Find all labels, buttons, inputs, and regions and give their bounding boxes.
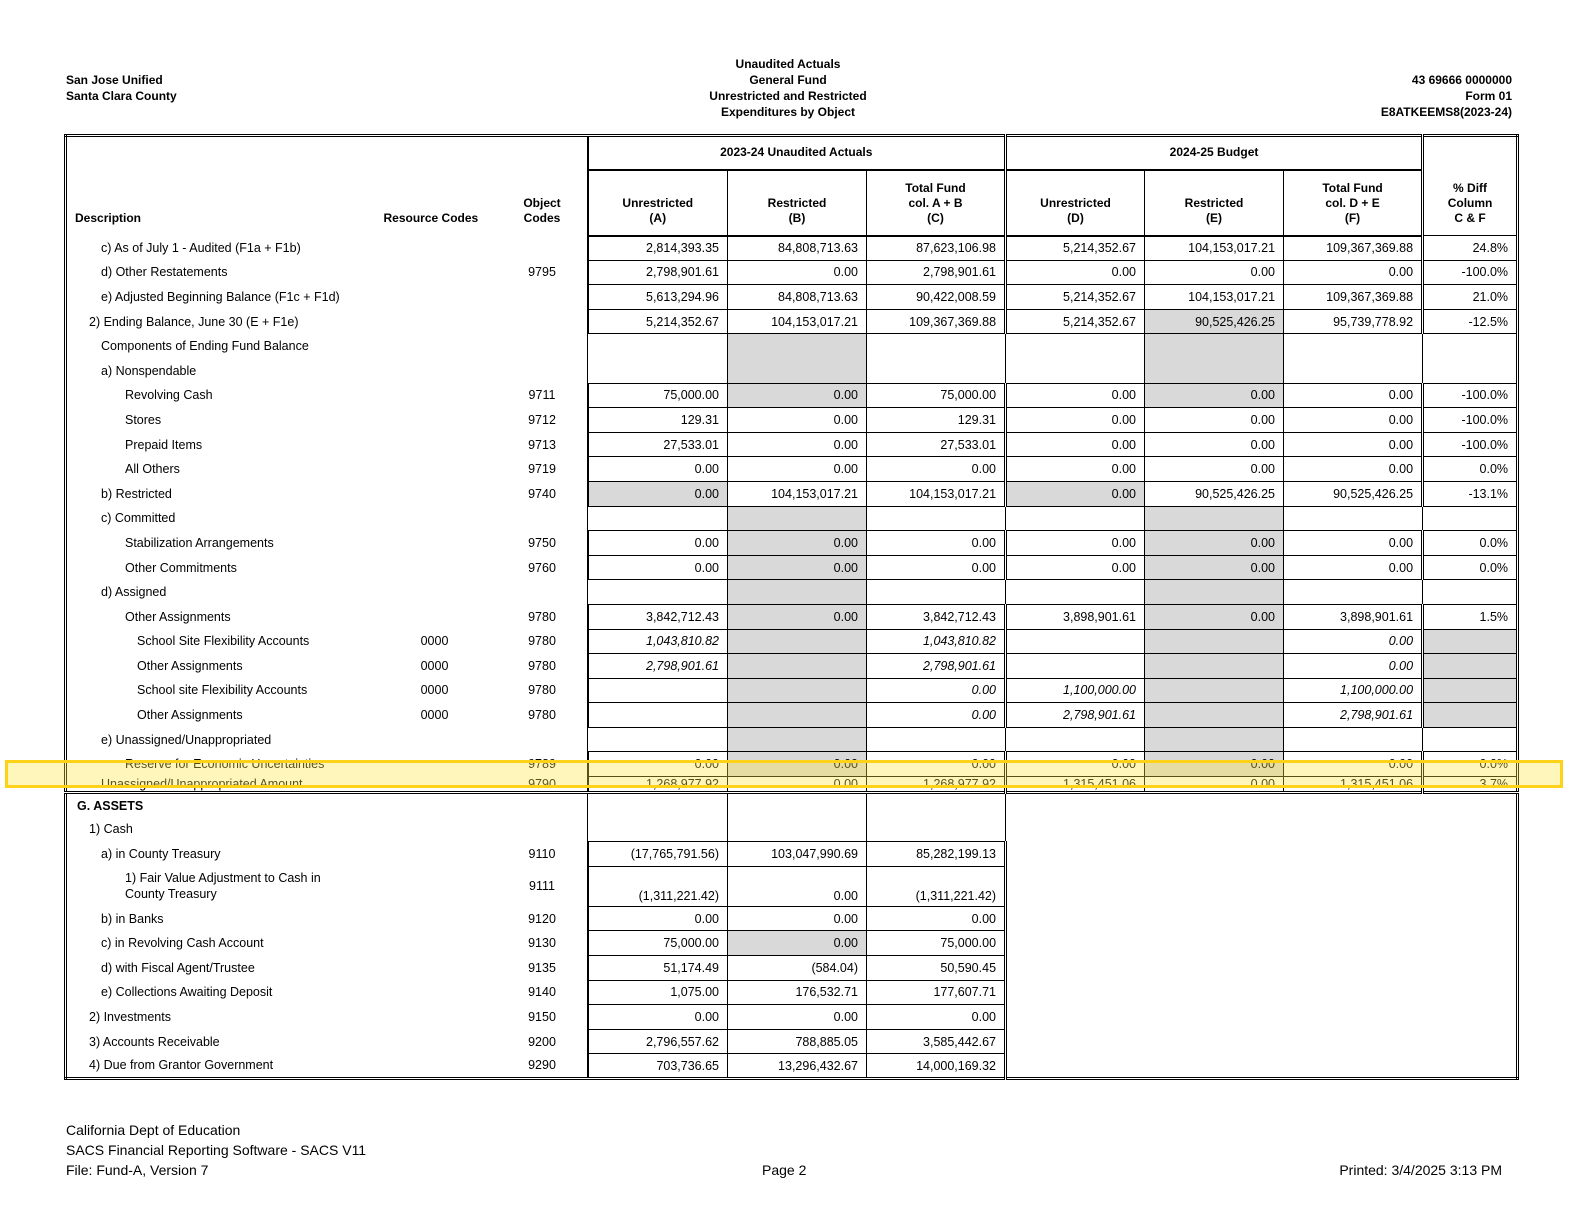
cell-f: 2,798,901.61: [1284, 703, 1423, 728]
header-resource-codes: Resource Codes: [383, 210, 479, 225]
row-description: a) Nonspendable: [101, 363, 197, 378]
table-row: [66, 1029, 1518, 1054]
row-resource-code: [372, 408, 498, 433]
cell-b: 788,885.05: [728, 1029, 867, 1054]
row-description: Stabilization Arrangements: [125, 535, 274, 550]
row-description: Other Assignments: [125, 609, 231, 624]
cell-c: 27,533.01: [867, 432, 1006, 457]
cell-e: [1145, 629, 1284, 654]
cell-a: 51,174.49: [588, 956, 728, 981]
cell-d: 2,798,901.61: [1006, 703, 1145, 728]
cell-a: 5,613,294.96: [588, 285, 728, 310]
cell-pct: 0.0%: [1423, 752, 1518, 777]
cell-b: 0.00: [728, 408, 867, 433]
cell-b: [728, 703, 867, 728]
cell-e: 0.00: [1145, 604, 1284, 629]
cell-c: 1,043,810.82: [867, 629, 1006, 654]
cell-b: 0.00: [728, 260, 867, 285]
cell-f: 3,898,901.61: [1284, 604, 1423, 629]
page-number: Page 2: [762, 1162, 807, 1178]
row-description: 1) Cash: [89, 822, 133, 837]
row-object-code: 9790: [528, 776, 556, 791]
row-resource-code: [372, 555, 498, 580]
cell-c: 0.00: [867, 752, 1006, 777]
table-row: [66, 727, 1518, 752]
row-object-code: 9110: [528, 847, 556, 862]
row-description: Unassigned/Unappropriated Amount: [101, 776, 303, 791]
cell-f: 0.00: [1284, 408, 1423, 433]
table-row: [66, 793, 1518, 818]
header-col-b: Restricted (B): [728, 170, 867, 236]
cell-pct: -100.0%: [1423, 260, 1518, 285]
cell-f: 0.00: [1284, 383, 1423, 408]
cell-b: 104,153,017.21: [728, 481, 867, 506]
cell-b: 176,532.71: [728, 980, 867, 1005]
header-pct-diff: % Diff Column C & F: [1423, 136, 1518, 236]
cell-a: 0.00: [588, 906, 728, 931]
cell-c: 3,842,712.43: [867, 604, 1006, 629]
row-description: 4) Due from Grantor Government: [89, 1058, 274, 1073]
cell-f: 0.00: [1284, 654, 1423, 679]
row-resource-code: 0000: [420, 683, 449, 698]
cell-d: 0.00: [1006, 408, 1145, 433]
row-resource-code: [372, 260, 498, 285]
expenditures-table: [64, 134, 1519, 1080]
cell-pct: 24.8%: [1423, 236, 1518, 261]
cell-pct: 3.7%: [1423, 777, 1518, 793]
cell-c: 2,798,901.61: [867, 654, 1006, 679]
cell-a: [588, 703, 728, 728]
row-description: All Others: [125, 462, 180, 477]
row-description: c) As of July 1 - Audited (F1a + F1b): [101, 240, 301, 255]
cell-c: 75,000.00: [867, 383, 1006, 408]
row-description: School site Flexibility Accounts: [137, 683, 308, 698]
cell-e: [1145, 678, 1284, 703]
cell-a: 703,736.65: [588, 1054, 728, 1079]
cell-b: 13,296,432.67: [728, 1054, 867, 1079]
footer-line: California Dept of Education: [66, 1122, 241, 1138]
cell-a: 0.00: [588, 481, 728, 506]
cell-e: 0.00: [1145, 408, 1284, 433]
cell-e: 104,153,017.21: [1145, 236, 1284, 261]
cell-pct: 1.5%: [1423, 604, 1518, 629]
header-col-d: Unrestricted (D): [1006, 170, 1145, 236]
row-object-code: 9200: [528, 1034, 556, 1049]
table-row: [66, 980, 1518, 1005]
row-object-code: 9780: [528, 708, 556, 723]
cell-c: 177,607.71: [867, 980, 1006, 1005]
cell-a: 0.00: [588, 752, 728, 777]
cell-a: 0.00: [588, 531, 728, 556]
table-row: [66, 457, 1518, 482]
cell-pct: [1423, 629, 1518, 654]
cell-b: 0.00: [728, 531, 867, 556]
row-description: b) Restricted: [101, 486, 172, 501]
table-row: [66, 654, 1518, 679]
table-row: [66, 481, 1518, 506]
row-description: Prepaid Items: [125, 437, 203, 452]
cell-a: 2,798,901.61: [588, 654, 728, 679]
cell-d: 0.00: [1006, 383, 1145, 408]
cell-b: 84,808,713.63: [728, 285, 867, 310]
row-description: Stores: [125, 412, 162, 427]
cell-a: 75,000.00: [588, 931, 728, 956]
header-col-f: Total Fund col. D + E (F): [1284, 170, 1423, 236]
row-object-code: 9711: [528, 388, 556, 403]
table-row: [66, 555, 1518, 580]
row-description: Reserve for Economic Uncertainties: [125, 757, 325, 772]
cell-d: 5,214,352.67: [1006, 236, 1145, 261]
cell-pct: 21.0%: [1423, 285, 1518, 310]
cell-c: 0.00: [867, 906, 1006, 931]
cell-e: 90,525,426.25: [1145, 481, 1284, 506]
cell-e: 0.00: [1145, 457, 1284, 482]
cell-a: 2,796,557.62: [588, 1029, 728, 1054]
table-row: [66, 866, 1518, 906]
row-resource-code: [372, 432, 498, 457]
table-row: [66, 260, 1518, 285]
footer-line: SACS Financial Reporting Software - SACS V11: [66, 1142, 367, 1158]
table-row: [66, 604, 1518, 629]
row-description: e) Unassigned/Unappropriated: [101, 732, 272, 747]
cell-pct: -13.1%: [1423, 481, 1518, 506]
row-description: Components of Ending Fund Balance: [101, 339, 309, 354]
cell-c: 90,422,008.59: [867, 285, 1006, 310]
cell-e: 0.00: [1145, 432, 1284, 457]
cell-b: 0.00: [728, 383, 867, 408]
cell-a: 75,000.00: [588, 383, 728, 408]
row-description: 1) Fair Value Adjustment to Cash in County Treasury: [125, 871, 321, 902]
row-description: Other Assignments: [137, 708, 243, 723]
header-title: [640, 56, 936, 120]
cell-c: 50,590.45: [867, 956, 1006, 981]
cell-d: 0.00: [1006, 555, 1145, 580]
cell-c: 0.00: [867, 1005, 1006, 1030]
cell-d: [1006, 654, 1145, 679]
row-object-code: [498, 309, 588, 334]
form-number: Form 01: [1465, 89, 1512, 103]
table-row: [66, 956, 1518, 981]
group-2024-25: 2024-25 Budget: [1006, 136, 1423, 170]
cell-d: 3,898,901.61: [1006, 604, 1145, 629]
cell-f: 1,315,451.06: [1284, 777, 1423, 793]
cell-b: 0.00: [728, 1005, 867, 1030]
cell-c: 85,282,199.13: [867, 842, 1006, 867]
cell-a: 129.31: [588, 408, 728, 433]
cell-c: 75,000.00: [867, 931, 1006, 956]
cell-c: 3,585,442.67: [867, 1029, 1006, 1054]
row-description: c) in Revolving Cash Account: [101, 936, 264, 951]
cell-f: 0.00: [1284, 629, 1423, 654]
row-description: d) Assigned: [101, 585, 167, 600]
cell-a: 5,214,352.67: [588, 309, 728, 334]
row-description: 2) Investments: [89, 1010, 171, 1025]
cell-e: 90,525,426.25: [1145, 309, 1284, 334]
table-row: [66, 334, 1518, 359]
row-object-code: 9795: [528, 265, 556, 280]
cell-a: 1,043,810.82: [588, 629, 728, 654]
row-object-code: 9135: [528, 960, 556, 975]
cell-a: (1,311,221.42): [588, 866, 728, 906]
row-object-code: 9719: [528, 462, 556, 477]
cell-f: 0.00: [1284, 457, 1423, 482]
title-line: General Fund: [749, 73, 827, 87]
cell-d: 5,214,352.67: [1006, 309, 1145, 334]
row-object-code: 9789: [528, 757, 556, 772]
cell-b: [728, 678, 867, 703]
row-object-code: 9760: [528, 560, 556, 575]
cell-c: 129.31: [867, 408, 1006, 433]
row-object-code: 9150: [528, 1010, 556, 1025]
table-row: [66, 817, 1518, 842]
row-resource-code: [372, 383, 498, 408]
table-row: [66, 842, 1518, 867]
row-description: Other Assignments: [137, 658, 243, 673]
row-object-code: 9713: [528, 437, 556, 452]
cell-e: 0.00: [1145, 752, 1284, 777]
cell-d: 0.00: [1006, 531, 1145, 556]
cell-f: 90,525,426.25: [1284, 481, 1423, 506]
district-name: San Jose Unified: [66, 73, 163, 87]
row-highlight-box: [5, 760, 1563, 788]
row-object-code: 9780: [528, 609, 556, 624]
table-row: [66, 432, 1518, 457]
group-2023-24: 2023-24 Unaudited Actuals: [588, 136, 1006, 170]
title-line: Expenditures by Object: [720, 105, 856, 119]
cell-e: 0.00: [1145, 531, 1284, 556]
row-description: e) Adjusted Beginning Balance (F1c + F1d): [101, 289, 340, 304]
table-row: [66, 629, 1518, 654]
cell-d: 0.00: [1006, 260, 1145, 285]
row-resource-code: [372, 309, 498, 334]
header-col-e: Restricted (E): [1145, 170, 1284, 236]
cell-c: 0.00: [867, 555, 1006, 580]
cell-f: 109,367,369.88: [1284, 236, 1423, 261]
cell-d: 0.00: [1006, 752, 1145, 777]
cell-pct: -12.5%: [1423, 309, 1518, 334]
cell-e: 0.00: [1145, 260, 1284, 285]
title-line: Unaudited Actuals: [735, 57, 841, 71]
row-object-code: 9750: [528, 535, 556, 550]
cell-a: 0.00: [588, 1005, 728, 1030]
row-object-code: 9130: [528, 936, 556, 951]
title-line: Unrestricted and Restricted: [709, 89, 867, 103]
cell-f: 0.00: [1284, 555, 1423, 580]
cell-c: 104,153,017.21: [867, 481, 1006, 506]
cell-b: [728, 654, 867, 679]
cell-b: 84,808,713.63: [728, 236, 867, 261]
cell-e: 0.00: [1145, 555, 1284, 580]
cell-b: 0.00: [728, 906, 867, 931]
cell-f: 109,367,369.88: [1284, 285, 1423, 310]
table-row: [66, 358, 1518, 383]
cell-c: 0.00: [867, 678, 1006, 703]
cell-e: [1145, 703, 1284, 728]
cell-d: 1,315,451.06: [1006, 777, 1145, 793]
table-row: [66, 906, 1518, 931]
row-resource-code: [372, 481, 498, 506]
cell-pct: [1423, 678, 1518, 703]
cell-c: 0.00: [867, 531, 1006, 556]
row-resource-code: [372, 457, 498, 482]
cell-b: 0.00: [728, 752, 867, 777]
cell-c: 2,798,901.61: [867, 260, 1006, 285]
table-row: [66, 309, 1518, 334]
cell-e: 104,153,017.21: [1145, 285, 1284, 310]
cds-code: 43 69666 0000000: [1411, 73, 1512, 87]
table-row: [66, 931, 1518, 956]
cell-c: 1,268,977.92: [867, 777, 1006, 793]
cell-b: 0.00: [728, 555, 867, 580]
table-row: [66, 703, 1518, 728]
row-description: a) in County Treasury: [101, 847, 221, 862]
printed-timestamp: Printed: 3/4/2025 3:13 PM: [1339, 1162, 1502, 1178]
row-resource-code: [372, 531, 498, 556]
cell-pct: [1423, 703, 1518, 728]
cell-f: 95,739,778.92: [1284, 309, 1423, 334]
cell-d: 0.00: [1006, 432, 1145, 457]
row-resource-code: [372, 285, 498, 310]
cell-e: 0.00: [1145, 383, 1284, 408]
row-resource-code: 0000: [420, 708, 449, 723]
cell-b: 0.00: [728, 866, 867, 906]
row-object-code: 9111: [529, 879, 555, 894]
cell-b: 0.00: [728, 457, 867, 482]
row-object-code: 9290: [528, 1058, 556, 1073]
cell-a: 0.00: [588, 555, 728, 580]
cell-f: 1,100,000.00: [1284, 678, 1423, 703]
cell-pct: -100.0%: [1423, 383, 1518, 408]
table-row: [66, 383, 1518, 408]
cell-pct: -100.0%: [1423, 408, 1518, 433]
cell-b: 0.00: [728, 432, 867, 457]
cell-f: 0.00: [1284, 432, 1423, 457]
cell-a: 1,268,977.92: [588, 777, 728, 793]
cell-c: 109,367,369.88: [867, 309, 1006, 334]
row-description: 3) Accounts Receivable: [89, 1034, 220, 1049]
header-col-a: Unrestricted (A): [588, 170, 728, 236]
cell-b: [728, 629, 867, 654]
row-object-code: [498, 285, 588, 310]
row-description: 2) Ending Balance, June 30 (E + F1e): [89, 314, 299, 329]
cell-a: 2,798,901.61: [588, 260, 728, 285]
cell-e: 0.00: [1145, 777, 1284, 793]
table-row: [66, 1054, 1518, 1079]
row-object-code: 9140: [528, 985, 556, 1000]
header-description: Description: [75, 210, 142, 225]
county-name: Santa Clara County: [66, 89, 177, 103]
table-row: [66, 678, 1518, 703]
cell-c: 0.00: [867, 457, 1006, 482]
cell-b: 0.00: [728, 777, 867, 793]
cell-pct: 0.0%: [1423, 531, 1518, 556]
row-description: d) with Fiscal Agent/Trustee: [101, 960, 255, 975]
cell-b: 104,153,017.21: [728, 309, 867, 334]
header-object-codes: Object Codes: [523, 195, 561, 225]
cell-a: 1,075.00: [588, 980, 728, 1005]
row-description: c) Committed: [101, 511, 176, 526]
cell-b: 0.00: [728, 931, 867, 956]
row-description: School Site Flexibility Accounts: [137, 634, 310, 649]
table-row: [66, 580, 1518, 605]
cell-f: 0.00: [1284, 752, 1423, 777]
header-district: [66, 72, 177, 104]
cell-b: (584.04): [728, 956, 867, 981]
row-object-code: 9780: [528, 683, 556, 698]
cell-f: 0.00: [1284, 531, 1423, 556]
cell-a: 0.00: [588, 457, 728, 482]
row-resource-code: 0000: [420, 634, 449, 649]
row-resource-code: [372, 604, 498, 629]
table-row: [66, 285, 1518, 310]
cell-a: 2,814,393.35: [588, 236, 728, 261]
section-heading: G. ASSETS: [66, 793, 372, 818]
row-object-code: 9780: [528, 634, 556, 649]
table-row: [66, 1005, 1518, 1030]
cell-b: 103,047,990.69: [728, 842, 867, 867]
cell-c: 0.00: [867, 703, 1006, 728]
table-row: [66, 506, 1518, 531]
cell-pct: -100.0%: [1423, 432, 1518, 457]
footer-source: [66, 1120, 366, 1180]
table-row: [66, 531, 1518, 556]
row-description: b) in Banks: [101, 911, 164, 926]
cell-f: 0.00: [1284, 260, 1423, 285]
cell-e: [1145, 654, 1284, 679]
row-object-code: 9120: [528, 911, 556, 926]
cell-c: (1,311,221.42): [867, 866, 1006, 906]
footer-line: File: Fund-A, Version 7: [66, 1162, 209, 1178]
row-object-code: 9712: [528, 412, 556, 427]
table-row: [66, 236, 1518, 261]
cell-d: 1,100,000.00: [1006, 678, 1145, 703]
cell-c: 14,000,169.32: [867, 1054, 1006, 1079]
table-row: [66, 408, 1518, 433]
cell-d: [1006, 629, 1145, 654]
row-resource-code: [372, 236, 498, 261]
cell-b: 0.00: [728, 604, 867, 629]
cell-d: 5,214,352.67: [1006, 285, 1145, 310]
row-description: d) Other Restatements: [101, 265, 228, 280]
cell-pct: [1423, 654, 1518, 679]
row-description: e) Collections Awaiting Deposit: [101, 985, 273, 1000]
row-description: Revolving Cash: [125, 388, 213, 403]
cell-a: 27,533.01: [588, 432, 728, 457]
row-object-code: [498, 236, 588, 261]
cell-c: 87,623,106.98: [867, 236, 1006, 261]
cell-a: [588, 678, 728, 703]
row-object-code: 9740: [528, 486, 556, 501]
row-resource-code: 0000: [420, 658, 449, 673]
cell-a: 3,842,712.43: [588, 604, 728, 629]
header-codes: [1381, 72, 1512, 120]
row-object-code: 9780: [528, 658, 556, 673]
cell-pct: 0.0%: [1423, 457, 1518, 482]
cell-a: (17,765,791.56): [588, 842, 728, 867]
cell-pct: 0.0%: [1423, 555, 1518, 580]
cell-d: 0.00: [1006, 457, 1145, 482]
row-description: Other Commitments: [125, 560, 237, 575]
report-id: E8ATKEEMS8(2023-24): [1380, 105, 1512, 119]
header-col-c: Total Fund col. A + B (C): [867, 170, 1006, 236]
cell-d: 0.00: [1006, 481, 1145, 506]
